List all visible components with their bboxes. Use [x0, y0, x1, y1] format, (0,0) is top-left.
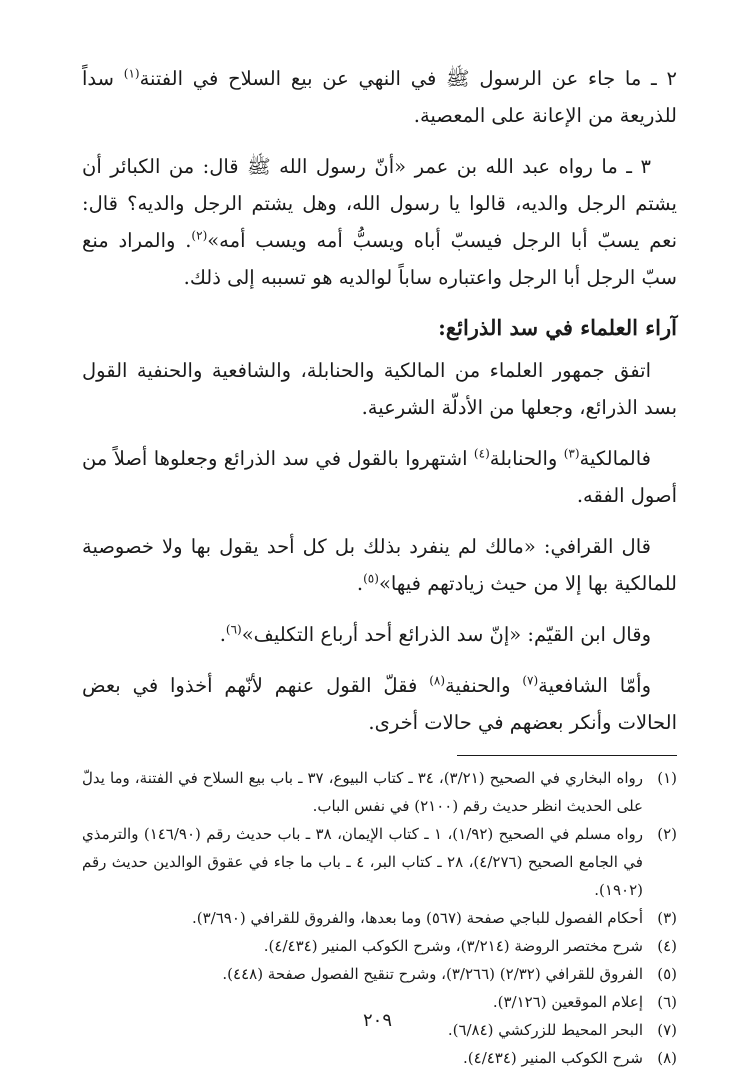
paragraph-5	[82, 528, 677, 602]
footnote-ref-7: (٧)	[522, 673, 539, 688]
footnote-ref-4: (٤)	[473, 446, 490, 461]
footnote-text: شرح مختصر الروضة (٣/٢١٤)، وشرح الكوكب المنير (٤/٤٣٤).	[263, 937, 643, 955]
paragraph-6	[82, 616, 677, 653]
footnote-text: أحكام الفصول للباجي صفحة (٥٦٧) وما بعدها، والفروق للقرافي (٣/٦٩٠).	[192, 909, 643, 927]
page-number: ٢٠٩	[362, 1010, 392, 1031]
footnote-number: (٧)	[657, 1021, 677, 1039]
footnote-text: البحر المحيط للزركشي (٦/٨٤).	[447, 1021, 643, 1039]
paragraph-4	[82, 440, 677, 514]
paragraph-4-text-a: فالمالكية	[579, 447, 651, 470]
paragraph-4-tail: اشتهروا بالقول في سد الذرائع وجعلوها أصلاً من أصول الفقه.	[82, 447, 677, 507]
footnote	[82, 932, 677, 960]
paragraph-5-tail: .	[356, 572, 364, 595]
footnote-number: (٥)	[657, 965, 677, 983]
footnote-number: (٤)	[657, 937, 677, 955]
paragraph-1-tail: سداً للذريعة من الإعانة على المعصية.	[82, 67, 677, 127]
footnote-text: إعلام الموقعين (٣/١٢٦).	[492, 993, 643, 1011]
paragraph-7-tail: فقلّ القول عنهم لأنّهم أخذوا في بعض الحالات وأنكر بعضهم في حالات أخرى.	[82, 674, 677, 734]
paragraph-5-text: قال القرافي: «مالك لم ينفرد بذلك بل كل أحد يقول بها ولا خصوصية للمالكية بها إلا من حيث زيادتهم فيها»	[82, 535, 677, 595]
footnote-text: الفروق للقرافي (٢/٣٢) (٣/٢٦٦)، وشرح تنقيح الفصول صفحة (٤٤٨).	[222, 965, 643, 983]
footnote-ref-3: (٣)	[563, 446, 580, 461]
footnote	[82, 904, 677, 932]
footnote-divider	[457, 755, 677, 756]
paragraph-1-text: ٢ ـ ما جاء عن الرسول ﷺ في النهي عن بيع السلاح في الفتنة	[139, 67, 677, 90]
paragraph-2	[82, 148, 677, 296]
footnote-ref-1: (١)	[123, 66, 140, 81]
paragraph-1	[82, 60, 677, 134]
paragraph-4-text-b: والحنابلة	[489, 447, 564, 470]
footnote	[82, 960, 677, 988]
footnote-ref-8: (٨)	[429, 673, 446, 688]
footnote-number: (٣)	[657, 909, 677, 927]
footnote-text: شرح الكوكب المنير (٤/٤٣٤).	[463, 1049, 643, 1067]
footnote-text: رواه مسلم في الصحيح (١/٩٢)، ١ ـ كتاب الإيمان، ٣٨ ـ باب حديث رقم (١٤٦/٩٠) والترمذي في الجامع الصحيح (٤/٢٧٦)، ٢٨ ـ كتاب البر، ٤ ـ باب ما جاء في عقوق الوالدين حديث رقم (١٩٠٢).	[82, 825, 643, 899]
paragraph-3: اتفق جمهور العلماء من المالكية والحنابلة، والشافعية والحنفية القول بسد الذرائع، وجعلها من الأدلّة الشرعية.	[82, 359, 677, 419]
paragraph-2-text: ٣ ـ ما رواه عبد الله بن عمر «أنّ رسول الله ﷺ قال: من الكبائر أن يشتم الرجل والديه، قالوا يا رسول الله، وهل يشتم الرجل والديه؟ قال: نعم يسبّ أبا الرجل فيسبّ أباه ويسبُّ أمه ويسب أمه»	[82, 155, 678, 252]
footnote-text: رواه البخاري في الصحيح (٣/٢١)، ٣٤ ـ كتاب البيوع، ٣٧ ـ باب بيع السلاح في الفتنة، وما يدلّ على الحديث انظر حديث رقم (٢١٠٠) في نفس الباب.	[82, 769, 643, 815]
paragraph-6-text: وقال ابن القيّم: «إنّ سد الذرائع أحد أرباع التكليف»	[241, 623, 651, 646]
footnote-number: (٨)	[657, 1049, 677, 1067]
footnote-ref-6: (٦)	[225, 622, 242, 637]
footnote-ref-5: (٥)	[363, 571, 379, 586]
footnote	[82, 1044, 677, 1072]
footnote-number: (١)	[657, 769, 677, 787]
footnote	[82, 820, 677, 904]
footnote-number: (٦)	[657, 993, 677, 1011]
paragraph-7-text-a: وأمّا الشافعية	[538, 674, 652, 697]
footnote-number: (٢)	[657, 825, 677, 843]
main-text	[82, 60, 677, 741]
section-heading: آراء العلماء في سد الذرائع:	[438, 315, 677, 340]
paragraph-7	[82, 667, 677, 741]
footnote-ref-2: (٢)	[191, 228, 208, 243]
paragraph-6-tail: .	[219, 623, 226, 646]
paragraph-2-tail: . والمراد منع سبّ الرجل أبا الرجل واعتباره ساباً لوالديه هو تسببه إلى ذلك.	[82, 229, 677, 289]
footnote	[82, 764, 677, 820]
paragraph-7-text-b: والحنفية	[445, 674, 523, 697]
